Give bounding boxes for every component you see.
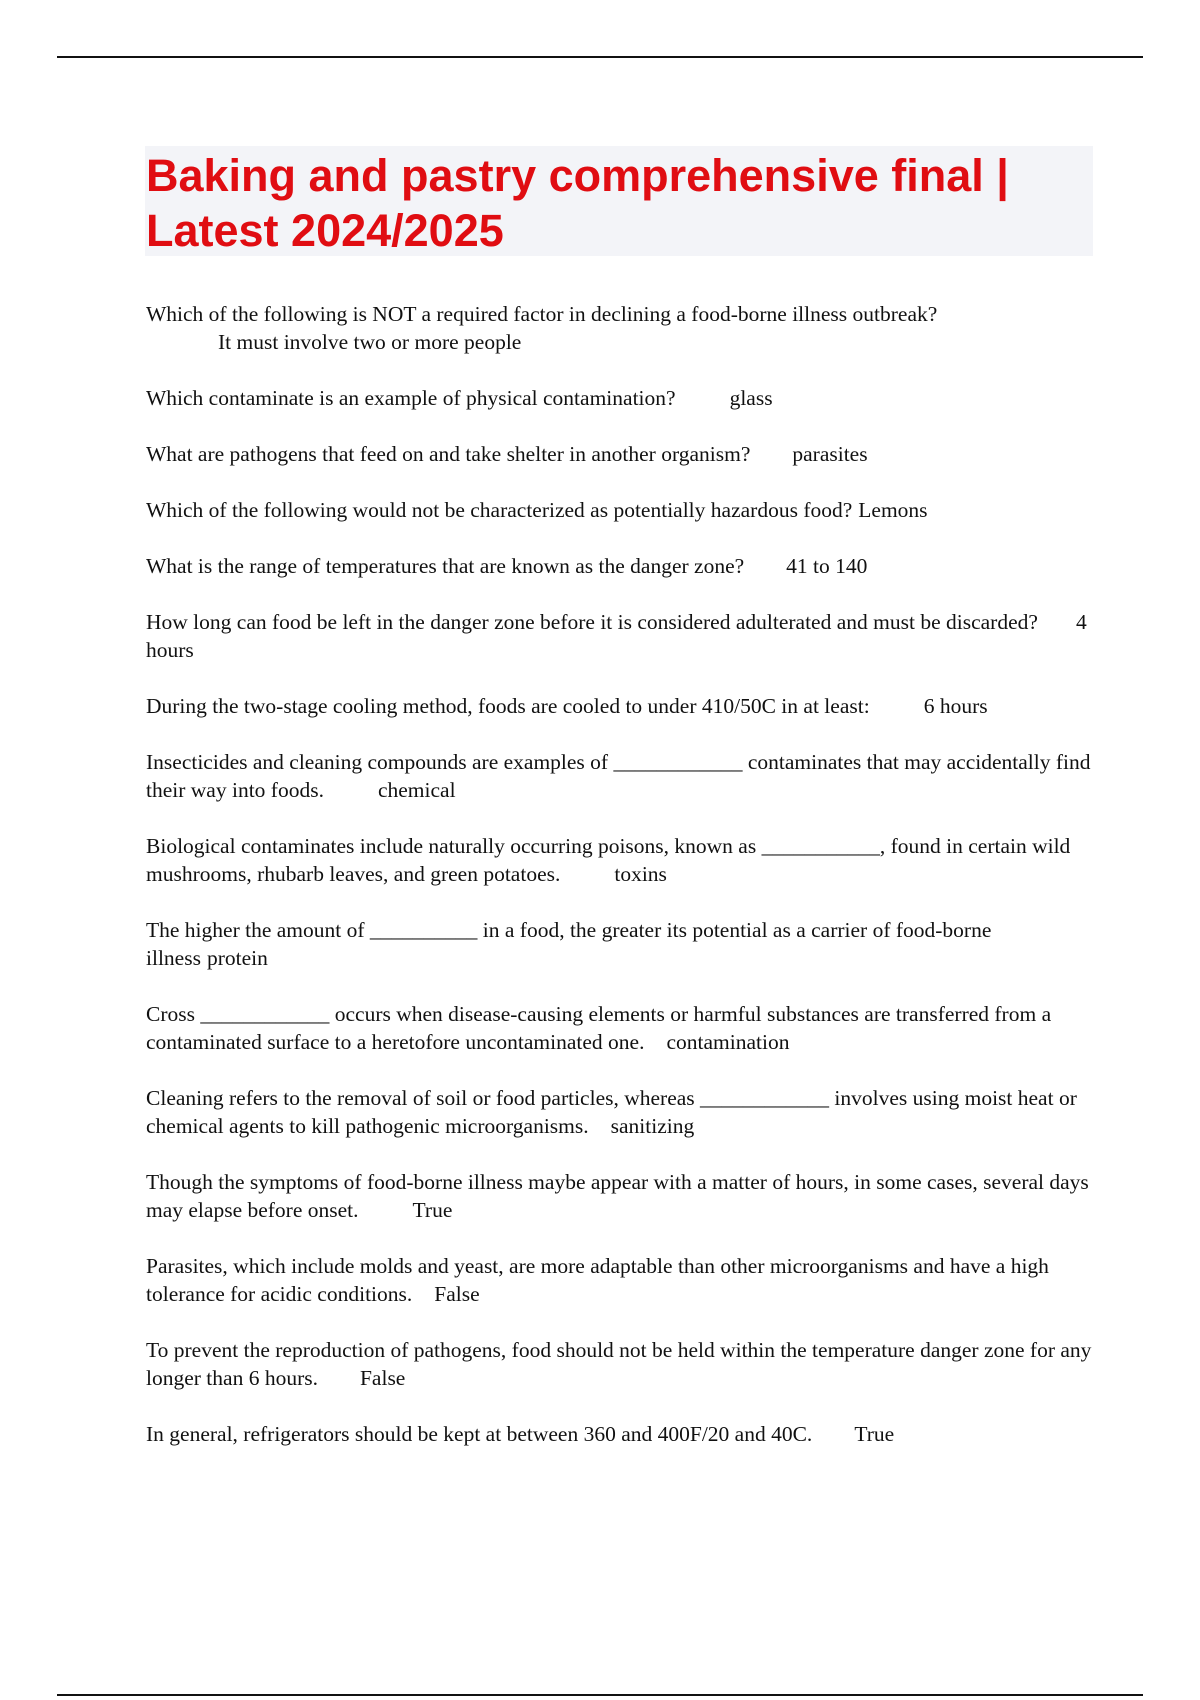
question-text: What is the range of temperatures that are known as the danger zone? (146, 554, 745, 578)
qa-item (146, 440, 1096, 468)
answer-text: True (412, 1198, 453, 1222)
question-text: Cleaning refers to the removal of soil or food particles, whereas ____________ involves using moist heat or chemical agents to kill pathogenic microorganisms. (146, 1086, 1083, 1138)
question-text: Cross ____________ occurs when disease-causing elements or harmful substances are transferred from a contaminated surface to a heretofore uncontaminated one. (146, 1002, 1057, 1054)
answer-text: protein (206, 946, 268, 970)
answer-text: parasites (792, 442, 868, 466)
qa-item (146, 692, 1096, 720)
top-rule (57, 56, 1143, 58)
qa-item (146, 1336, 1096, 1392)
question-text: Which of the following would not be characterized as potentially hazardous food? (146, 498, 853, 522)
qa-item (146, 748, 1096, 804)
document-title: Baking and pastry comprehensive final | Latest 2024/2025 (146, 150, 1009, 256)
qa-item (146, 1168, 1096, 1224)
qa-item (146, 552, 1096, 580)
answer-text: False (434, 1282, 480, 1306)
question-text: Though the symptoms of food-borne illness maybe appear with a matter of hours, in some cases, several days may elapse before onset. (146, 1170, 1095, 1222)
question-text: How long can food be left in the danger zone before it is considered adulterated and must be discarded? (146, 610, 1038, 634)
question-text: Which of the following is NOT a required factor in declining a food-borne illness outbreak? (146, 302, 938, 326)
bottom-rule (57, 1694, 1143, 1696)
qa-item (146, 496, 1096, 524)
answer-text: glass (729, 386, 773, 410)
qa-item (146, 1252, 1096, 1308)
answer-text: True (854, 1422, 895, 1446)
qa-item (146, 832, 1096, 888)
question-text: To prevent the reproduction of pathogens, food should not be held within the temperature danger zone for any longer than 6 hours. (146, 1338, 1097, 1390)
question-text: What are pathogens that feed on and take shelter in another organism? (146, 442, 751, 466)
question-text: The higher the amount of __________ in a food, the greater its potential as a carrier of food-borne illness (146, 918, 997, 970)
qa-item (146, 1420, 1096, 1448)
answer-text: chemical (377, 778, 456, 802)
qa-item (146, 1084, 1096, 1140)
qa-item (146, 1000, 1096, 1056)
answer-text: 6 hours (923, 694, 988, 718)
question-text: Which contaminate is an example of physical contamination? (146, 386, 676, 410)
qa-item (146, 608, 1096, 664)
qa-list (146, 300, 1096, 1476)
qa-item (146, 916, 1096, 972)
answer-text: toxins (614, 862, 667, 886)
question-text: Insecticides and cleaning compounds are examples of ____________ contaminates that may accidentally find their way into foods. (146, 750, 1096, 802)
answer-text: False (359, 1366, 406, 1390)
qa-item (146, 384, 1096, 412)
answer-text: sanitizing (610, 1114, 695, 1138)
answer-text: It must involve two or more people (218, 330, 522, 354)
answer-text: 41 to 140 (786, 554, 868, 578)
question-text: Parasites, which include molds and yeast, are more adaptable than other microorganisms and have a high tolerance for acidic conditions. (146, 1254, 1055, 1306)
answer-text: contamination (666, 1030, 790, 1054)
answer-text: 4 hours (146, 610, 1087, 662)
question-text: During the two-stage cooling method, foods are cooled to under 410/50C in at least: (146, 694, 870, 718)
question-text: Biological contaminates include naturally occurring poisons, known as ___________, found in certain wild mushrooms, rhubarb leaves, and green potatoes. (146, 834, 1076, 886)
answer-text: Lemons (858, 498, 928, 522)
question-text: In general, refrigerators should be kept at between 360 and 400F/20 and 40C. (146, 1422, 813, 1446)
qa-item (146, 300, 1096, 356)
